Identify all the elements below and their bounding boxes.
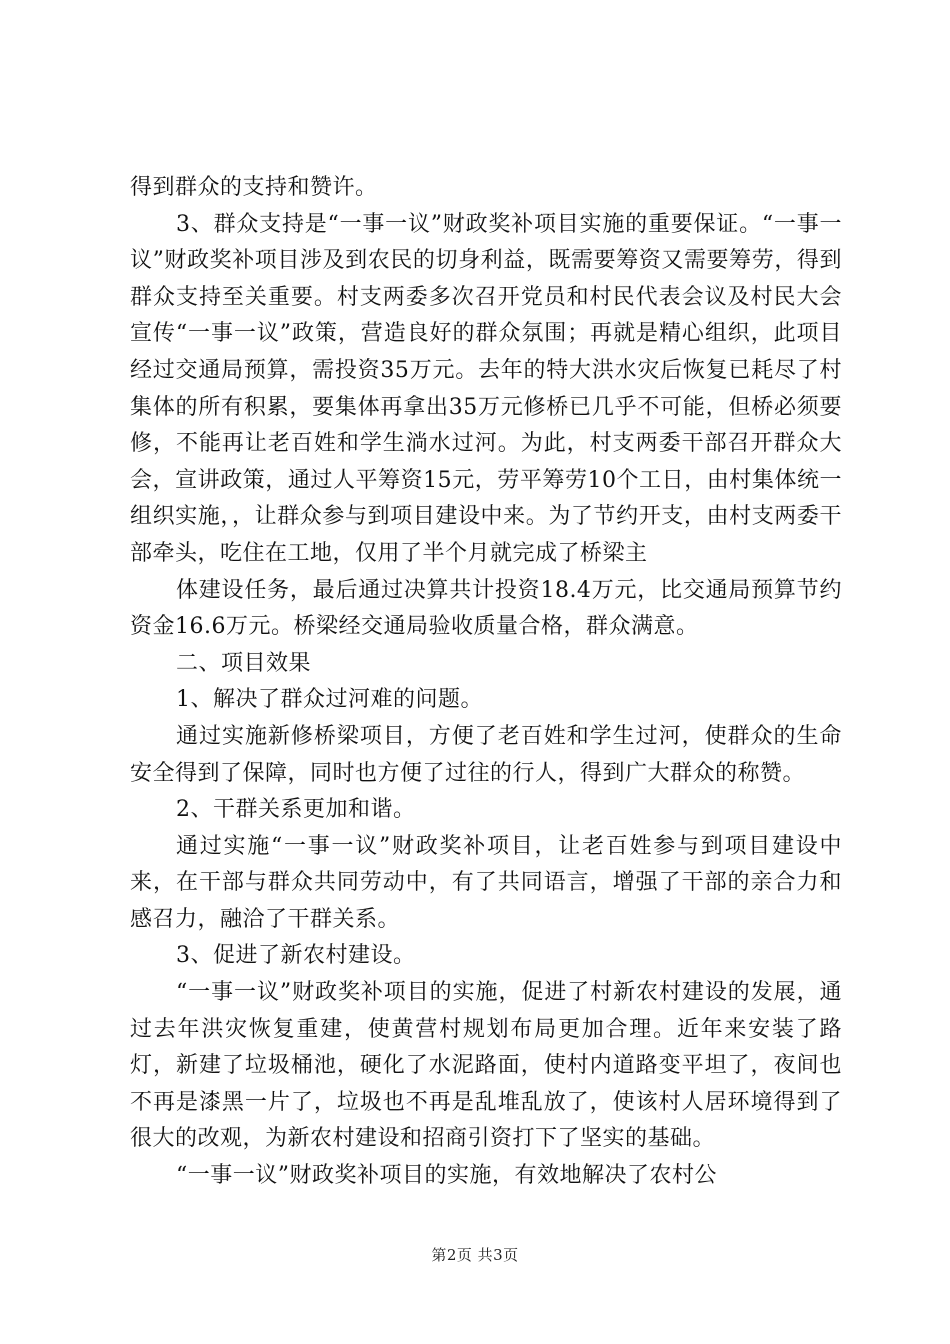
paragraph-1: 得到群众的支持和赞许。 — [130, 175, 378, 200]
paragraph-2: 3、群众支持是“一事一议”财政奖补项目实施的重要保证。“一事一议”财政奖补项目涉及到农民的切身利益，既需要筹资又需要筹劳，得到群众支持至关重要。村支两委多次召开党员和村民代表会议及村民大会宣传“一事一议”政策，营造良好的群众氛围；再就是精心组织，此项目经过交通局预算，需投资35万元。去年的特大洪水灾后恢复已耗尽了村集体的所有积累，要集体再拿出35万元修桥已几乎不可能，但桥必须要修，不能再让老百姓和学生淌水过河。为此，村支两委干部召开群众大会，宣讲政策，通过人平筹资15元，劳平筹劳10个工日，由村集体统一组织实施，，让群众参与到项目建设中来。为了节约开支，由村支两委干部牵头，吃住在工地，仅用了半个月就完成了桥梁主 — [130, 211, 842, 566]
subheading-2: 2、干群关系更加和谐。 — [176, 797, 416, 823]
paragraph-3: 体建设任务，最后通过决算共计投资18.4万元，比交通局预算节约资金16.6万元。桥梁经交通局验收质量合格，群众满意。 — [130, 577, 842, 640]
paragraph-8: 通过实施“一事一议”财政奖补项目，让老百姓参与到项目建设中来，在干部与群众共同劳动中，有了共同语言，增强了干部的亲合力和感召力，融洽了干群关系。 — [130, 833, 842, 932]
subheading-1: 1、解决了群众过河难的问题。 — [176, 687, 483, 713]
page-number-footer: 第2页 共3页 — [431, 1246, 519, 1264]
paragraph-10: “一事一议”财政奖补项目的实施，促进了村新农村建设的发展，通过去年洪灾恢复重建，使黄营村规划布局更加合理。近年来安装了路灯，新建了垃圾桶池，硬化了水泥路面，使村内道路变平坦了，夜间也不再是漆黑一片了，垃圾也不再是乱堆乱放了，使该村人居环境得到了很大的改观，为新农村建设和招商引资打下了坚实的基础。 — [130, 980, 842, 1152]
paragraph-6: 通过实施新修桥梁项目，方便了老百姓和学生过河，使群众的生命安全得到了保障，同时也方便了过往的行人，得到广大群众的称赞。 — [130, 723, 842, 786]
paragraph-11: “一事一议”财政奖补项目的实施，有效地解决了农村公 — [176, 1163, 717, 1189]
document-body — [130, 170, 842, 1195]
section-heading-project-effect: 二、项目效果 — [176, 650, 312, 676]
subheading-3: 3、促进了新农村建设。 — [176, 943, 416, 969]
